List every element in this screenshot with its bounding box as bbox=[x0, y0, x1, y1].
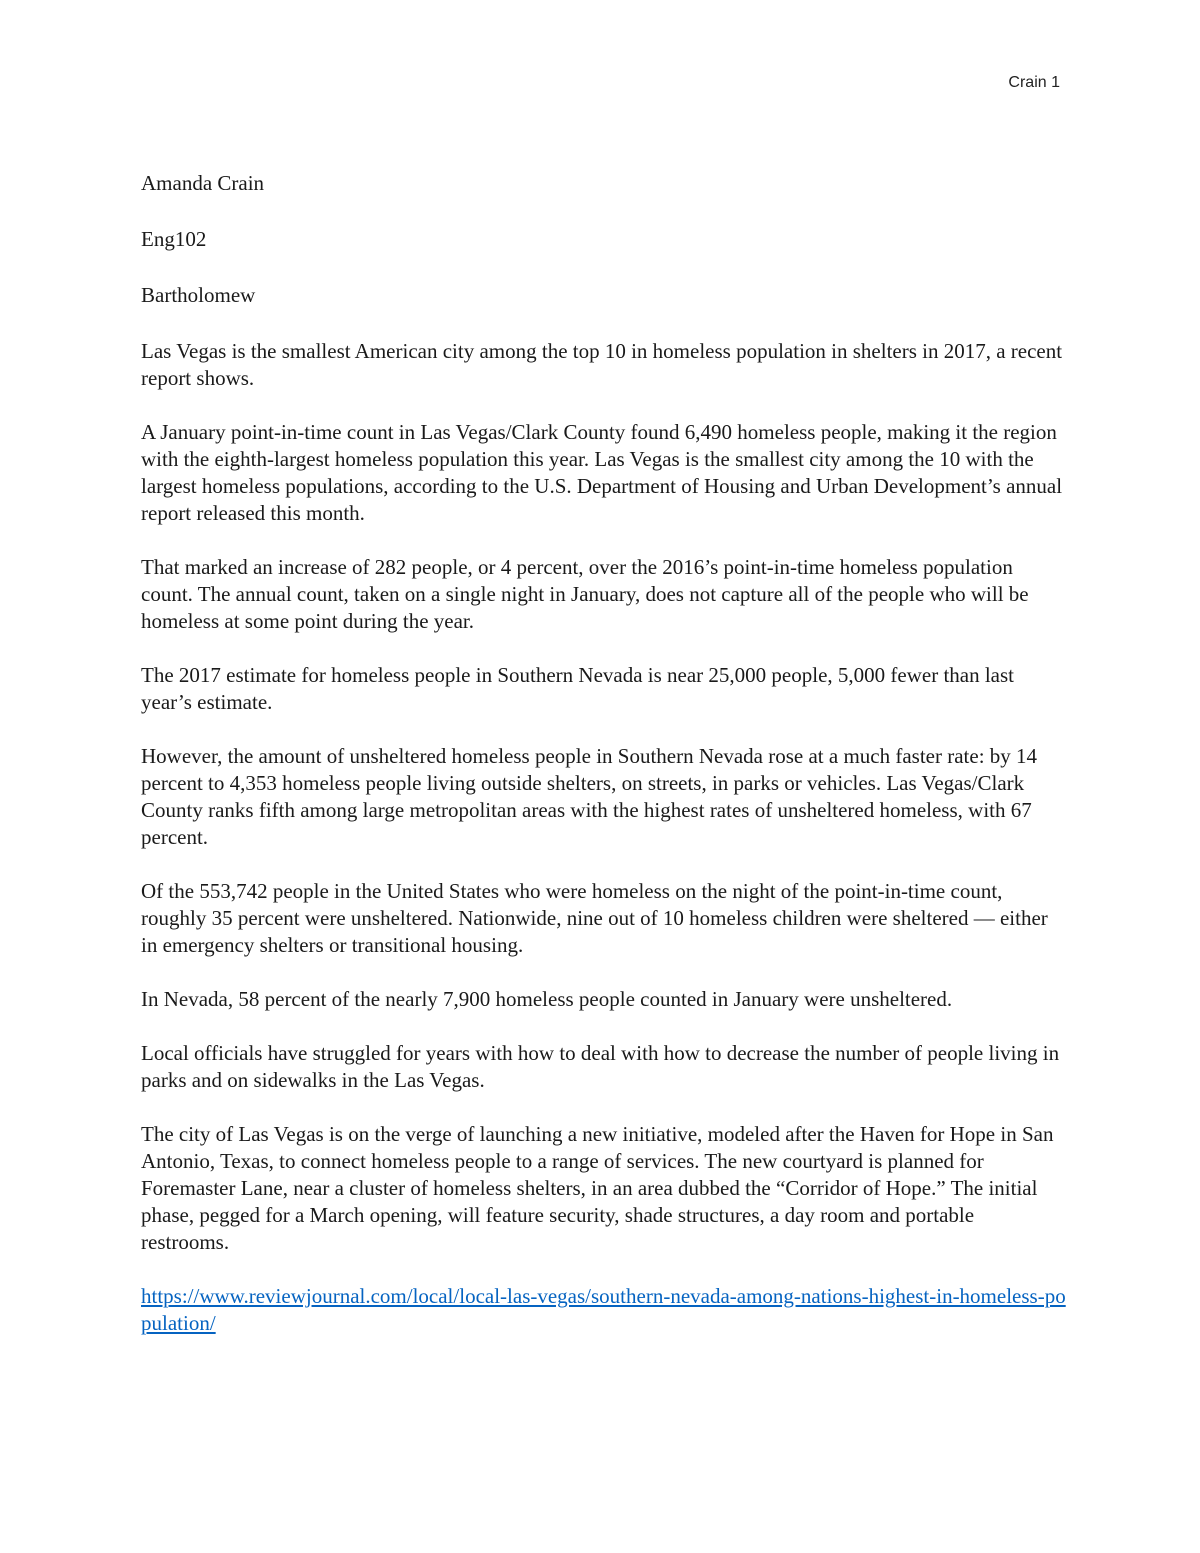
paragraph-9: The city of Las Vegas is on the verge of launching a new initiative, modeled after the Haven for Hope in San Antonio, Texas, to connect homeless people to a range of services. The new courtyard is planned for Foremaster Lane, near a cluster of homeless shelters, in an area dubbed the “Corridor of Hope.” The initial phase, pegged for a March opening, will feature security, shade structures, a day room and portable restrooms. bbox=[141, 1122, 1054, 1254]
paragraph-1: Las Vegas is the smallest American city among the top 10 in homeless population in shelters in 2017, a recent report shows. bbox=[141, 339, 1063, 390]
paragraph-4: The 2017 estimate for homeless people in Southern Nevada is near 25,000 people, 5,000 fewer than last year’s estimate. bbox=[141, 663, 1015, 714]
source-paragraph bbox=[141, 1283, 1066, 1337]
instructor-name: Bartholomew bbox=[141, 283, 256, 307]
author-name: Amanda Crain bbox=[141, 171, 265, 195]
paragraph-6: Of the 553,742 people in the United States who were homeless on the night of the point-in-time count, roughly 35 percent were unsheltered. Nationwide, nine out of 10 homeless children were sheltered — either in emergency shelters or transitional housing. bbox=[141, 879, 1048, 957]
paragraph-3: That marked an increase of 282 people, or 4 percent, over the 2016’s point-in-time homeless population count. The annual count, taken on a single night in January, does not capture all of the people who will be homeless at some point during the year. bbox=[141, 555, 1029, 633]
paragraph-7: In Nevada, 58 percent of the nearly 7,900 homeless people counted in January were unsheltered. bbox=[141, 987, 953, 1011]
paragraph-5: However, the amount of unsheltered homeless people in Southern Nevada rose at a much faster rate: by 14 percent to 4,353 homeless people living outside shelters, on streets, in parks or vehicles. Las Vegas/Clark County ranks fifth among large metropolitan areas with the highest rates of unsheltered homeless, with 67 percent. bbox=[141, 744, 1038, 849]
paragraph-2: A January point-in-time count in Las Vegas/Clark County found 6,490 homeless people, making it the region with the eighth-largest homeless population this year. Las Vegas is the smallest city among the 10 with the largest homeless populations, according to the U.S. Department of Housing and Urban Development’s annual report released this month. bbox=[141, 420, 1063, 525]
document-body bbox=[141, 170, 1066, 1364]
source-link[interactable]: https://www.reviewjournal.com/local/local-las-vegas/southern-nevada-among-nations-highest-in-homeless-population/ bbox=[141, 1284, 1066, 1335]
course-name: Eng102 bbox=[141, 227, 207, 251]
running-head: Crain 1 bbox=[1008, 74, 1060, 91]
paragraph-8: Local officials have struggled for years with how to deal with how to decrease the number of people living in parks and on sidewalks in the Las Vegas. bbox=[141, 1041, 1060, 1092]
